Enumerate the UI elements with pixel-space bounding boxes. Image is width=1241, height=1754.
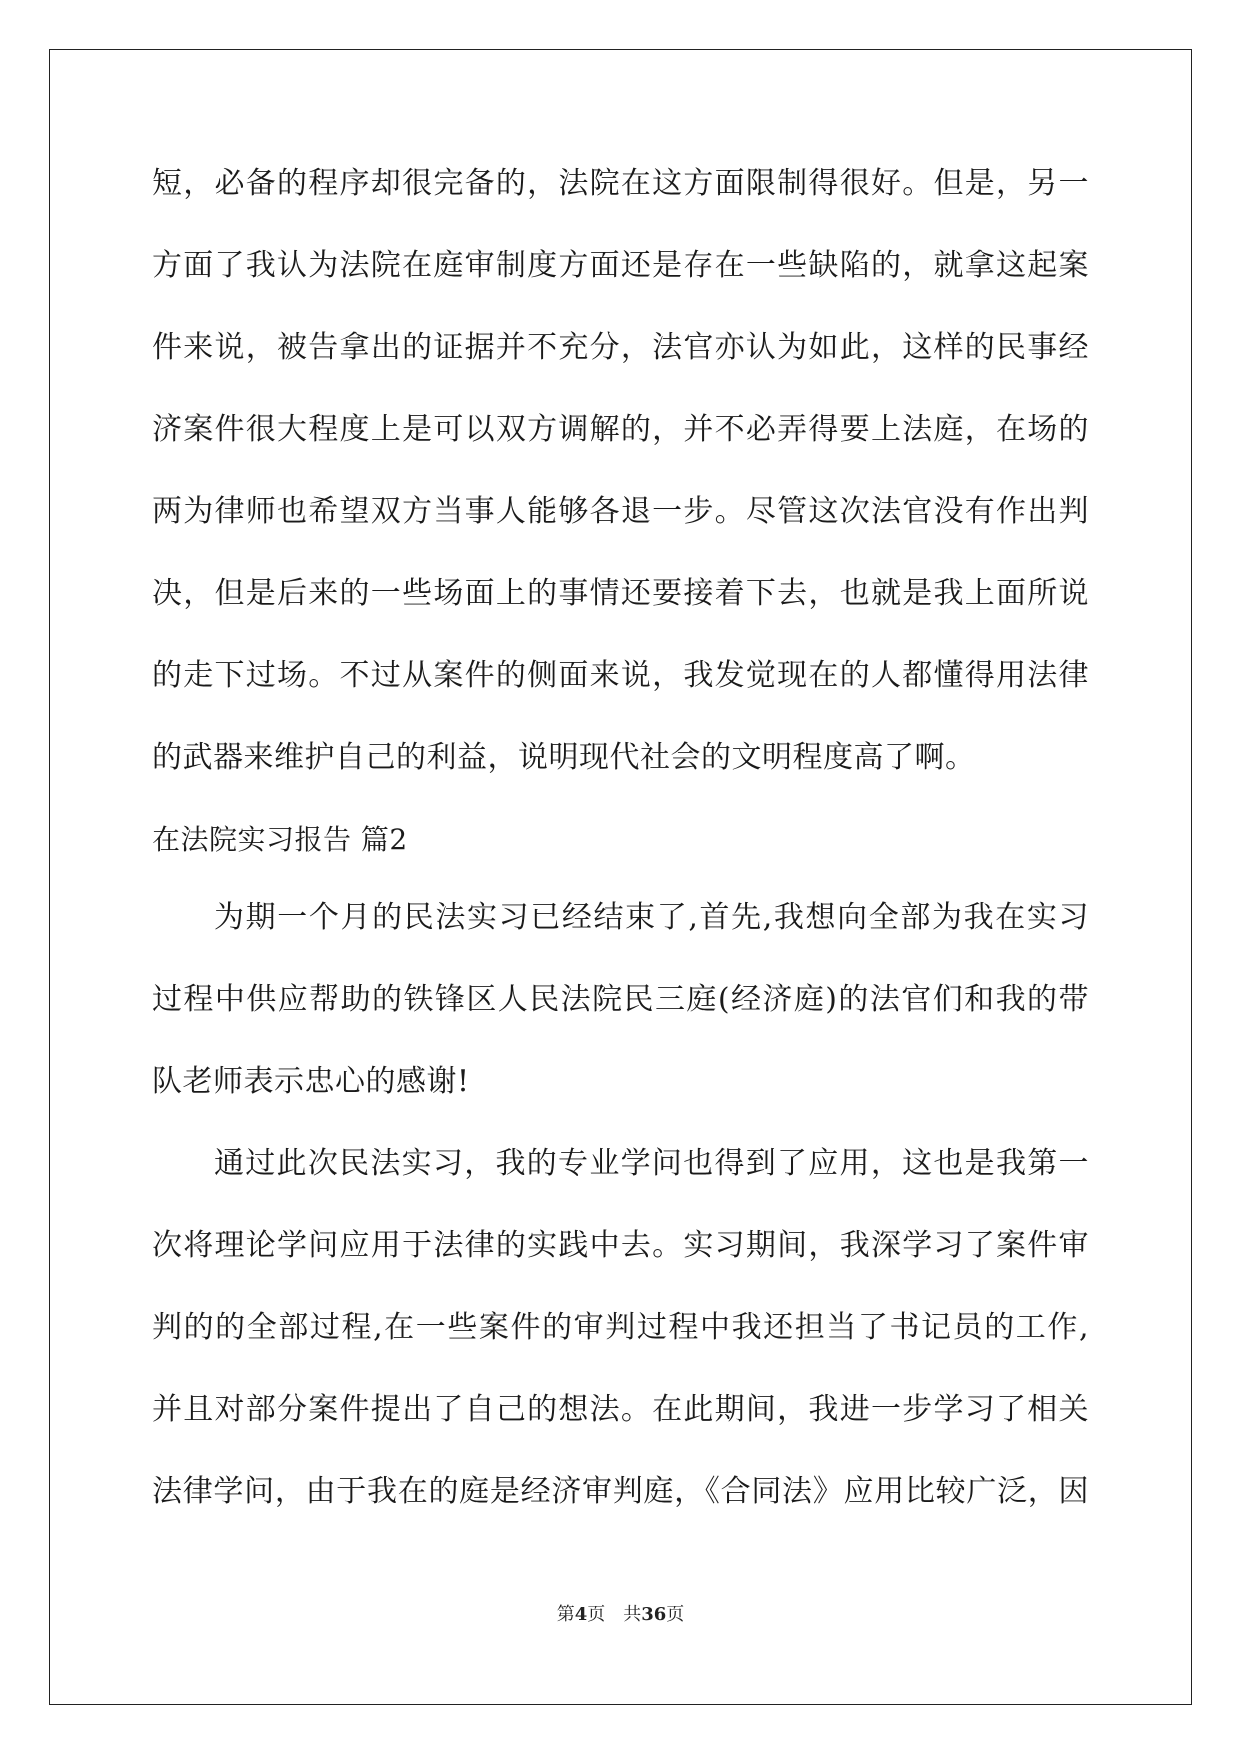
paragraph-line: 件来说，被告拿出的证据并不充分，法官亦认为如此，这样的民事经 bbox=[152, 330, 1089, 365]
page-current: 4 bbox=[574, 1604, 588, 1625]
paragraph-line: 队老师表示忠心的感谢! bbox=[152, 1064, 470, 1099]
paragraph-line: 短，必备的程序却很完备的，法院在这方面限制得很好。但是，另一 bbox=[152, 166, 1089, 201]
paragraph-line: 两为律师也希望双方当事人能够各退一步。尽管这次法官没有作出判 bbox=[152, 494, 1089, 529]
document-body bbox=[152, 150, 1089, 1540]
paragraph-line: 次将理论学问应用于法律的实践中去。实习期间，我深学习了案件审 bbox=[152, 1228, 1089, 1263]
page-footer bbox=[0, 1600, 1241, 1626]
page-prefix: 第 bbox=[556, 1604, 575, 1625]
paragraph-line: 方面了我认为法院在庭审制度方面还是存在一些缺陷的，就拿这起案 bbox=[152, 248, 1089, 283]
paragraph-line: 通过此次民法实习，我的专业学问也得到了应用，这也是我第一 bbox=[214, 1146, 1089, 1181]
page-suffix: 页 bbox=[587, 1604, 606, 1625]
total-suffix: 页 bbox=[666, 1604, 685, 1625]
paragraph-line: 决，但是后来的一些场面上的事情还要接着下去，也就是我上面所说 bbox=[152, 576, 1089, 611]
paragraph-line: 判的的全部过程,在一些案件的审判过程中我还担当了书记员的工作, bbox=[152, 1310, 1089, 1345]
section-heading: 在法院实习报告 篇2 bbox=[152, 823, 408, 856]
page-total: 36 bbox=[641, 1604, 667, 1625]
paragraph-line: 济案件很大程度上是可以双方调解的，并不必弄得要上法庭，在场的 bbox=[152, 412, 1089, 447]
paragraph-line: 的走下过场。不过从案件的侧面来说，我发觉现在的人都懂得用法律 bbox=[152, 658, 1089, 693]
paragraph-line: 的武器来维护自己的利益，说明现代社会的文明程度高了啊。 bbox=[152, 740, 976, 775]
total-prefix: 共 bbox=[623, 1604, 642, 1625]
paragraph-line: 为期一个月的民法实习已经结束了,首先,我想向全部为我在实习 bbox=[214, 900, 1089, 935]
paragraph-line: 过程中供应帮助的铁锋区人民法院民三庭(经济庭)的法官们和我的带 bbox=[152, 982, 1089, 1017]
paragraph-line: 法律学问，由于我在的庭是经济审判庭，《合同法》应用比较广泛，因 bbox=[152, 1474, 1089, 1509]
paragraph-line: 并且对部分案件提出了自己的想法。在此期间，我进一步学习了相关 bbox=[152, 1392, 1089, 1427]
